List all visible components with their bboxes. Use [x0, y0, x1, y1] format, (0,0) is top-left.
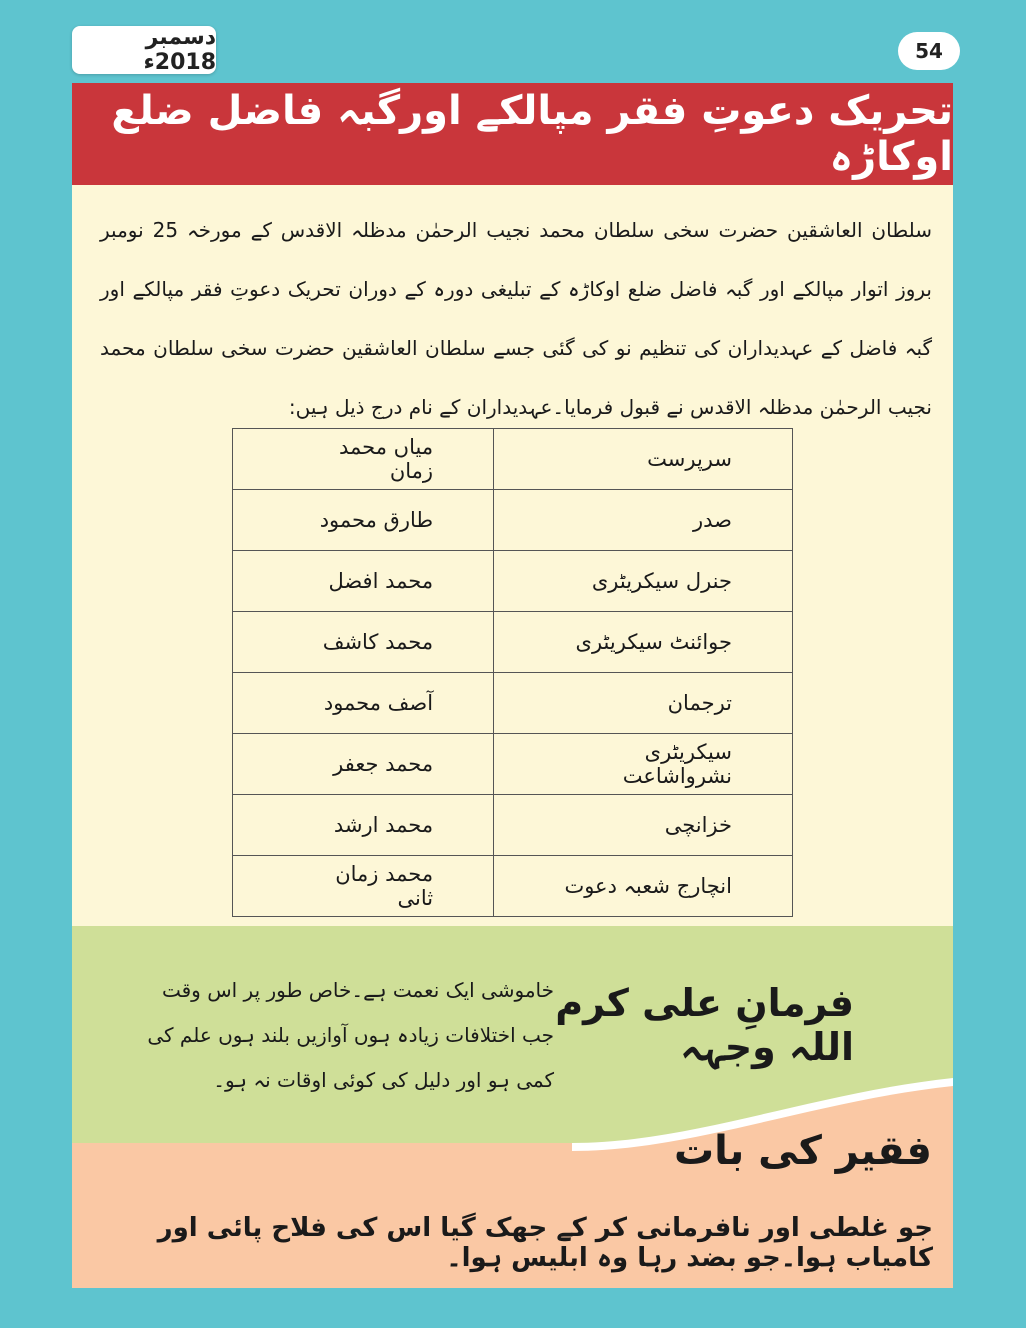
officer-name: محمد کاشف: [233, 612, 494, 673]
officer-row: [233, 429, 793, 490]
officer-name: محمد جعفر: [233, 734, 494, 795]
officer-row: [233, 490, 793, 551]
officer-role: جنرل سیکریٹری: [494, 551, 793, 612]
officer-role: جوائنٹ سیکریٹری: [494, 612, 793, 673]
officer-role: ترجمان: [494, 673, 793, 734]
officer-role: خزانچی: [494, 795, 793, 856]
officer-row: [233, 795, 793, 856]
faqir-heading: فقیر کی بات: [673, 1128, 932, 1174]
page-number: 54: [898, 32, 960, 70]
issue-date-badge: دسمبر 2018ء: [72, 26, 216, 74]
officer-role: انچارج شعبہ دعوت: [494, 856, 793, 917]
saying-text: خاموشی ایک نعمت ہے۔خاص طور پر اس وقت جب اختلافات زیادہ ہوں آوازیں بلند ہوں علم کی کمی ہو اور دلیل کی کوئی اوقات نہ ہو۔: [147, 978, 554, 1092]
officer-name: محمد افضل: [233, 551, 494, 612]
officer-name: طارق محمود: [233, 490, 494, 551]
officer-row: [233, 551, 793, 612]
officers-table: [232, 428, 793, 917]
officer-name: محمد ارشد: [233, 795, 494, 856]
officer-name: میاں محمد زمان: [233, 429, 494, 490]
officer-name: آصف محمود: [233, 673, 494, 734]
officer-role: سیکریٹری نشرواشاعت: [494, 734, 793, 795]
faqir-text: جو غلطی اور نافرمانی کر کے جھک گیا اس کی فلاح پائی اور کامیاب ہوا۔جو بضد رہا وہ ابلیس ہوا۔: [157, 1213, 933, 1273]
officer-role: سرپرست: [494, 429, 793, 490]
article-page: [72, 83, 953, 1288]
officer-row: [233, 673, 793, 734]
officer-row: [233, 734, 793, 795]
officer-row: [233, 856, 793, 917]
article-intro: سلطان العاشقین حضرت سخی سلطان محمد نجیب الرحمٰن مدظلہ الاقدس کے مورخہ 25 نومبر بروز اتوار مپالکے اور گبہ فاضل ضلع اوکاڑہ کے تبلیغی دورہ کے دوران تحریک دعوتِ فقر مپالکے اور گبہ فاضل کے عہدیداران کی تنظیم نو کی گئی جسے سلطان العاشقین حضرت سخی سلطان محمد نجیب الرحمٰن مدظلہ الاقدس نے قبول فرمایا۔عہدیداران کے نام درج ذیل ہیں:: [100, 218, 932, 419]
officer-row: [233, 612, 793, 673]
article-title: تحریک دعوتِ فقر مپالکے اورگبہ فاضل ضلع اوکاڑہ: [72, 83, 953, 185]
officer-name: محمد زمان ثانی: [233, 856, 494, 917]
officer-role: صدر: [494, 490, 793, 551]
saying-title: فرمانِ علی کرم اللہ وجہہ: [555, 981, 854, 1069]
